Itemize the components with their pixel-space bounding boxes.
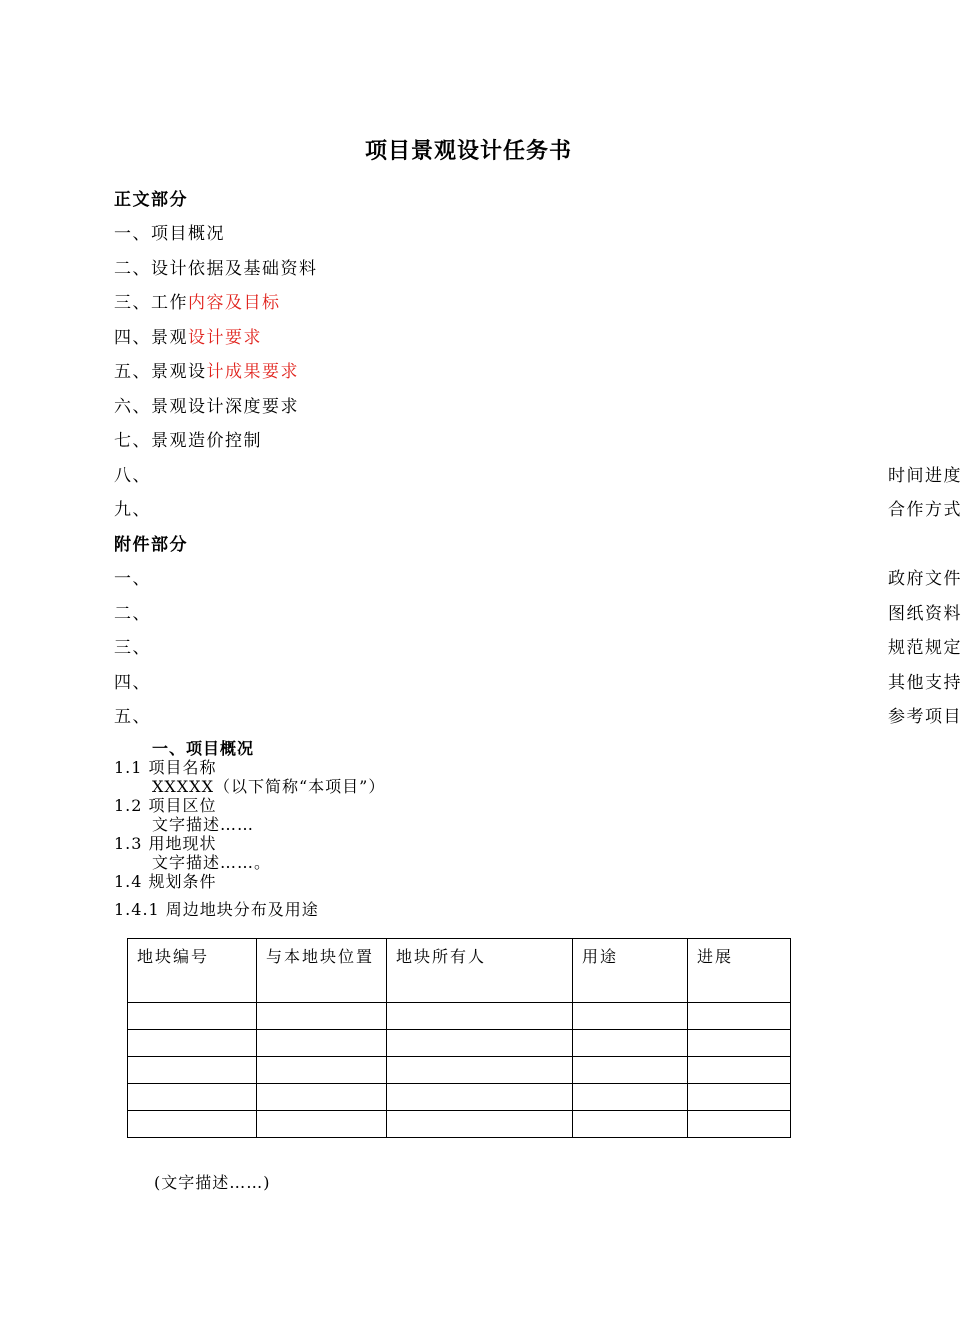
toc-item [114, 328, 262, 348]
plot-table [127, 938, 791, 1138]
table-cell [128, 1003, 257, 1030]
toc-item-number: 三、 [114, 293, 151, 313]
table-cell [128, 1030, 257, 1057]
main-section-heading: 正文部分 [114, 190, 188, 210]
toc-item-text: 景观设 [151, 362, 207, 382]
toc-item-number: 七、 [114, 431, 151, 451]
toc-item-number: 五、 [114, 362, 151, 382]
table-cell [573, 1003, 688, 1030]
appendix-item-text: 图纸资料 [888, 604, 962, 624]
table-cell [573, 1084, 688, 1111]
appendix-item-text: 规范规定 [888, 638, 962, 658]
table-cell [573, 1057, 688, 1084]
toc-item-text: 工作 [151, 293, 188, 313]
toc-item-number: 一、 [114, 224, 151, 244]
toc-item-text: 景观设计深度要求 [151, 397, 299, 417]
table-row [128, 1111, 791, 1138]
toc-item-number: 二、 [114, 259, 151, 279]
appendix-section-heading: 附件部分 [114, 535, 188, 555]
toc-item-highlight: 内容及目标 [188, 293, 281, 313]
table-row [128, 1057, 791, 1084]
table-cell [257, 1057, 387, 1084]
subsection-title: 1.3 用地现状 [114, 834, 217, 853]
table-cell [688, 1003, 791, 1030]
table-cell [257, 1030, 387, 1057]
toc-item-text: 景观造价控制 [151, 431, 262, 451]
toc-item [114, 397, 299, 417]
table-footnote: (文字描述……) [154, 1173, 271, 1192]
table-cell [128, 1084, 257, 1111]
subsection-title: 1.4.1 周边地块分布及用途 [114, 900, 319, 919]
toc-item-highlight: 设计要求 [188, 328, 262, 348]
toc-item-text: 设计依据及基础资料 [151, 259, 318, 279]
table-cell [573, 1111, 688, 1138]
table-cell [128, 1111, 257, 1138]
table-cell [387, 1111, 573, 1138]
subsection-body: XXXXX（以下简称“本项目”） [152, 777, 386, 796]
table-cell [387, 1084, 573, 1111]
appendix-item-number: 一、 [114, 569, 151, 589]
table-header-cell: 与本地块位置 [257, 939, 387, 1003]
appendix-item-text: 参考项目 [888, 707, 962, 727]
toc-item-text: 景观 [151, 328, 188, 348]
toc-item-text: 项目概况 [151, 224, 225, 244]
toc-item-number: 九、 [114, 500, 151, 520]
appendix-item-text: 政府文件 [888, 569, 962, 589]
table-cell [688, 1030, 791, 1057]
table-header-cell: 地块编号 [128, 939, 257, 1003]
table-cell [688, 1057, 791, 1084]
subsection-title: 1.4 规划条件 [114, 872, 217, 891]
toc-item-number: 六、 [114, 397, 151, 417]
table-header-row [128, 939, 791, 1003]
appendix-item-number: 三、 [114, 638, 151, 658]
appendix-item-number: 二、 [114, 604, 151, 624]
toc-item-highlight: 计成果要求 [206, 362, 299, 382]
toc-item [114, 259, 318, 279]
table-header-cell: 用途 [573, 939, 688, 1003]
subsection-title: 1.1 项目名称 [114, 758, 217, 777]
toc-item-number: 四、 [114, 328, 151, 348]
page-title: 项目景观设计任务书 [364, 138, 572, 164]
table-cell [257, 1111, 387, 1138]
table-cell [128, 1057, 257, 1084]
table-cell [387, 1057, 573, 1084]
table-row [128, 1084, 791, 1111]
table-header-cell: 地块所有人 [387, 939, 573, 1003]
section-heading: 一、项目概况 [152, 739, 255, 758]
table-cell [573, 1030, 688, 1057]
subsection-body: 文字描述……。 [152, 853, 272, 872]
table-cell [257, 1003, 387, 1030]
toc-item [114, 224, 225, 244]
toc-item-number: 八、 [114, 466, 151, 486]
toc-item-text: 时间进度 [888, 466, 962, 486]
subsection-title: 1.2 项目区位 [114, 796, 217, 815]
table-header-cell: 进展 [688, 939, 791, 1003]
table-cell [387, 1030, 573, 1057]
table-cell [688, 1084, 791, 1111]
appendix-item-text: 其他支持 [888, 673, 962, 693]
appendix-item-number: 四、 [114, 673, 151, 693]
toc-item [114, 431, 262, 451]
toc-item [114, 362, 299, 382]
table-cell [387, 1003, 573, 1030]
table-cell [257, 1084, 387, 1111]
table-row [128, 1003, 791, 1030]
toc-item [114, 293, 281, 313]
toc-item-text: 合作方式 [888, 500, 962, 520]
subsection-body: 文字描述…… [152, 815, 255, 834]
table-row [128, 1030, 791, 1057]
table-cell [688, 1111, 791, 1138]
appendix-item-number: 五、 [114, 707, 151, 727]
